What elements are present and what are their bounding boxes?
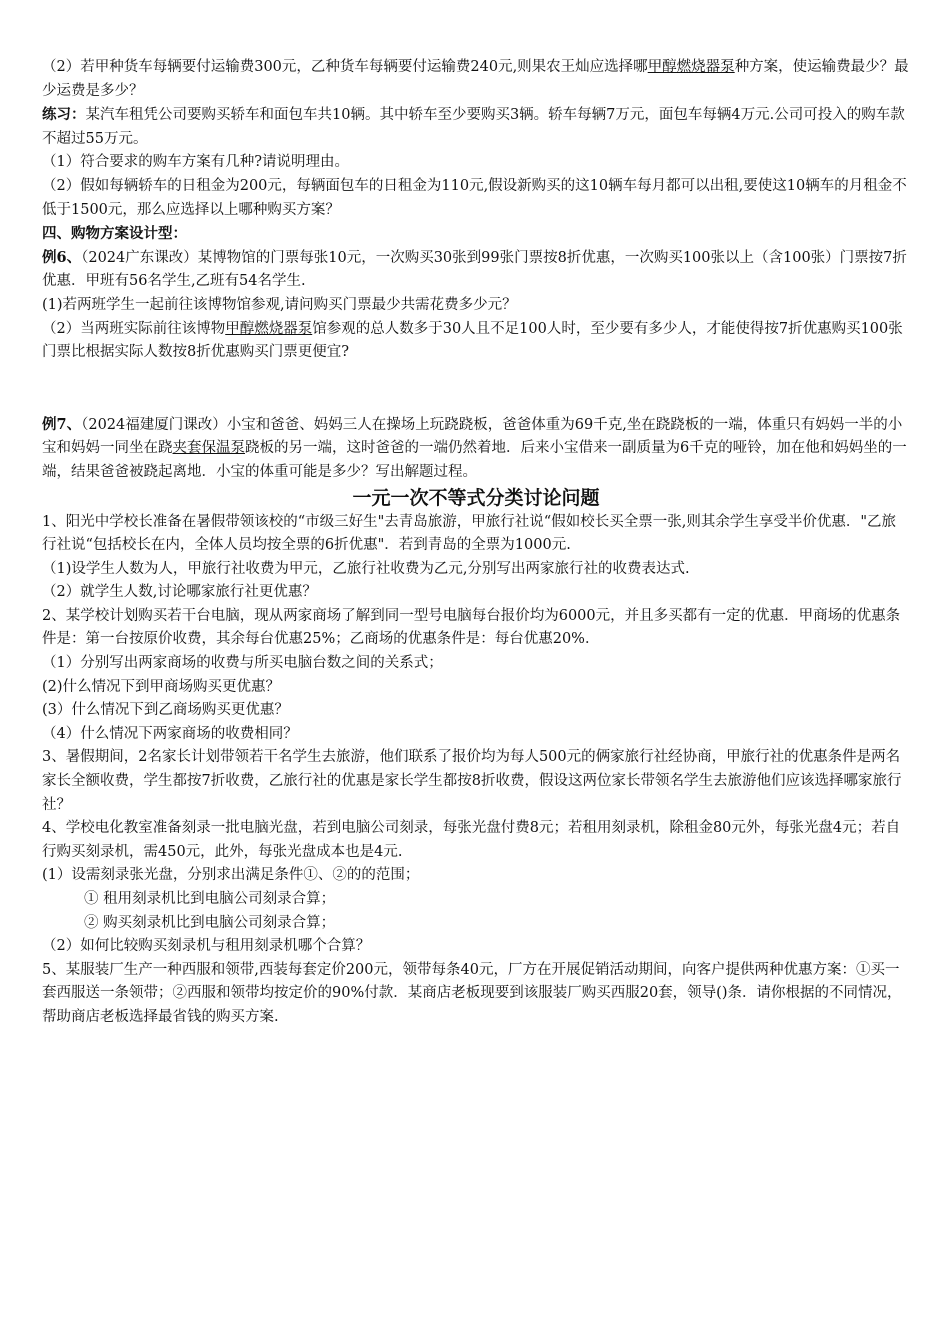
problem-2-question-4: （4）什么情况下两家商场的收费相同？ [42, 725, 298, 742]
problem-1-question-2: （2）就学生人数,讨论哪家旅行社更优惠？ [42, 584, 317, 601]
page-title: 一元一次不等式分类讨论问题 [352, 486, 600, 509]
practice-question-2: （2）假如每辆轿车的日租金为200元，每辆面包车的日租金为110元,假设新购买的这10辆车每月都可以出租,要使这10辆车的月租金不低于1500元，那么应选择以上哪种购买方案？ [42, 177, 907, 218]
problem-5: 5、某服装厂生产一种西服和领带,西装每套定价200元，领带每条40元，厂方在开展促销活动期间，向客户提供两种优惠方案：①买一套西服送一条领带；②西服和领带均按定价的90%付款．某商店老板现要到该服装厂购买西服20套，领导()条．请你根据的不同情况，帮助商店老板选择最省钱的购买方案. [42, 961, 902, 1025]
problem-2: 2、某学校计划购买若干台电脑，现从两家商场了解到同一型号电脑每台报价均为6000元，并且多买都有一定的优惠．甲商场的优惠条件是：第一台按原价收费，其余每台优惠25%；乙商场的优惠条件是：每台优惠20%． [42, 607, 901, 648]
ad-link[interactable]: 甲醇燃烧器泵 [225, 320, 313, 337]
problem-4-condition-2: ② 购买刻录机比到电脑公司刻录合算； [84, 914, 336, 931]
transport-cost-question: （2）若甲种货车每辆要付运输费300元，乙种货车每辆要付运输费240元,则果农王灿应选择哪甲醇燃烧器泵种方案，使运输费最少？最少运费是多少？ [42, 59, 909, 99]
problem-2-question-1: （1）分别写出两家商场的收费与所买电脑台数之间的关系式； [42, 655, 443, 672]
problem-4-question-2: （2）如何比较购买刻录机与租用刻录机哪个合算？ [42, 938, 371, 955]
section-heading: 四、购物方案设计型： [42, 225, 187, 243]
example-6: 例6、（2024广东课改）某博物馆的门票每张10元，一次购买30张到99张门票按8折优惠，一次购买100张以上（含100张）门票按7折优惠．甲班有56名学生,乙班有54名学生. [42, 248, 907, 290]
practice-question-1: （1）符合要求的购车方案有几种?请说明理由。 [42, 154, 349, 171]
example-7: 例7、（2024福建厦门课改）小宝和爸爸、妈妈三人在操场上玩跷跷板，爸爸体重为69千克,坐在跷跷板的一端，体重只有妈妈一半的小宝和妈妈一同坐在跷夹套保温泵跷板的另一端，这时爸爸的一端仍然着地．后来小宝借来一副质量为6千克的哑铃，加在他和妈妈坐的一端，结果爸爸被跷起离地．小宝的体重可能是多少？写出解题过程。 [42, 415, 907, 480]
example-6-question-1: (1)若两班学生一起前往该博物馆参观,请问购买门票最少共需花费多少元？ [42, 296, 517, 313]
ad-link[interactable]: 甲醇燃烧器泵 [647, 59, 735, 75]
document-page [42, 56, 910, 1030]
problem-3: 3、暑假期间，2名家长计划带领若干名学生去旅游，他们联系了报价均为每人500元的俩家旅行社经协商，甲旅行社的优惠条件是两名家长全额收费，学生都按7折收费，乙旅行社的优惠是家长学生都按8折收费，假设这两位家长带领名学生去旅游他们应该选择哪家旅行社？ [42, 749, 902, 813]
problem-2-question-2: (2)什么情况下到甲商场购买更优惠？ [42, 678, 281, 695]
problem-4-question-1: (1）设需刻录张光盘，分别求出满足条件①、②的的范围； [42, 867, 420, 884]
problem-2-question-3: (3）什么情况下到乙商场购买更优惠？ [42, 702, 289, 719]
problem-1: 1、阳光中学校长准备在暑假带领该校的“市级三好生"去青岛旅游，甲旅行社说“假如校长买全票一张,则其余学生享受半价优惠．"乙旅行社说“包括校长在内，全体人员均按全票的6折优惠"．若到青岛的全票为1000元. [42, 513, 896, 554]
practice-problem: 练习：某汽车租凭公司要购买轿车和面包车共10辆。其中轿车至少要购买3辆。轿车每辆7万元，面包车每辆4万元.公司可投入的购车款不超过55万元。 [42, 106, 905, 147]
ad-link[interactable]: 夹套保温泵 [172, 440, 245, 457]
problem-4: 4、学校电化教室准备刻录一批电脑光盘，若到电脑公司刻录，每张光盘付费8元；若租用刻录机，除租金80元外，每张光盘4元；若自行购买刻录机，需450元，此外，每张光盘成本也是4元. [42, 820, 901, 860]
example-6-label: 例6、 [42, 248, 82, 266]
practice-label: 练习： [42, 106, 86, 124]
problem-4-condition-1: ① 租用刻录机比到电脑公司刻录合算； [84, 891, 336, 907]
example-6-question-2: （2）当两班实际前往该博物甲醇燃烧器泵馆参观的总人数多于30人且不足100人时，至少要有多少人，才能使得按7折优惠购买100张门票比根据实际人数按8折优惠购买门票更便宜? [42, 320, 903, 361]
example-7-label: 例7、 [42, 415, 82, 433]
problem-1-question-1: （1)设学生人数为人，甲旅行社收费为甲元，乙旅行社收费为乙元,分别写出两家旅行社的收费表达式. [42, 560, 690, 577]
spacer [42, 365, 910, 413]
